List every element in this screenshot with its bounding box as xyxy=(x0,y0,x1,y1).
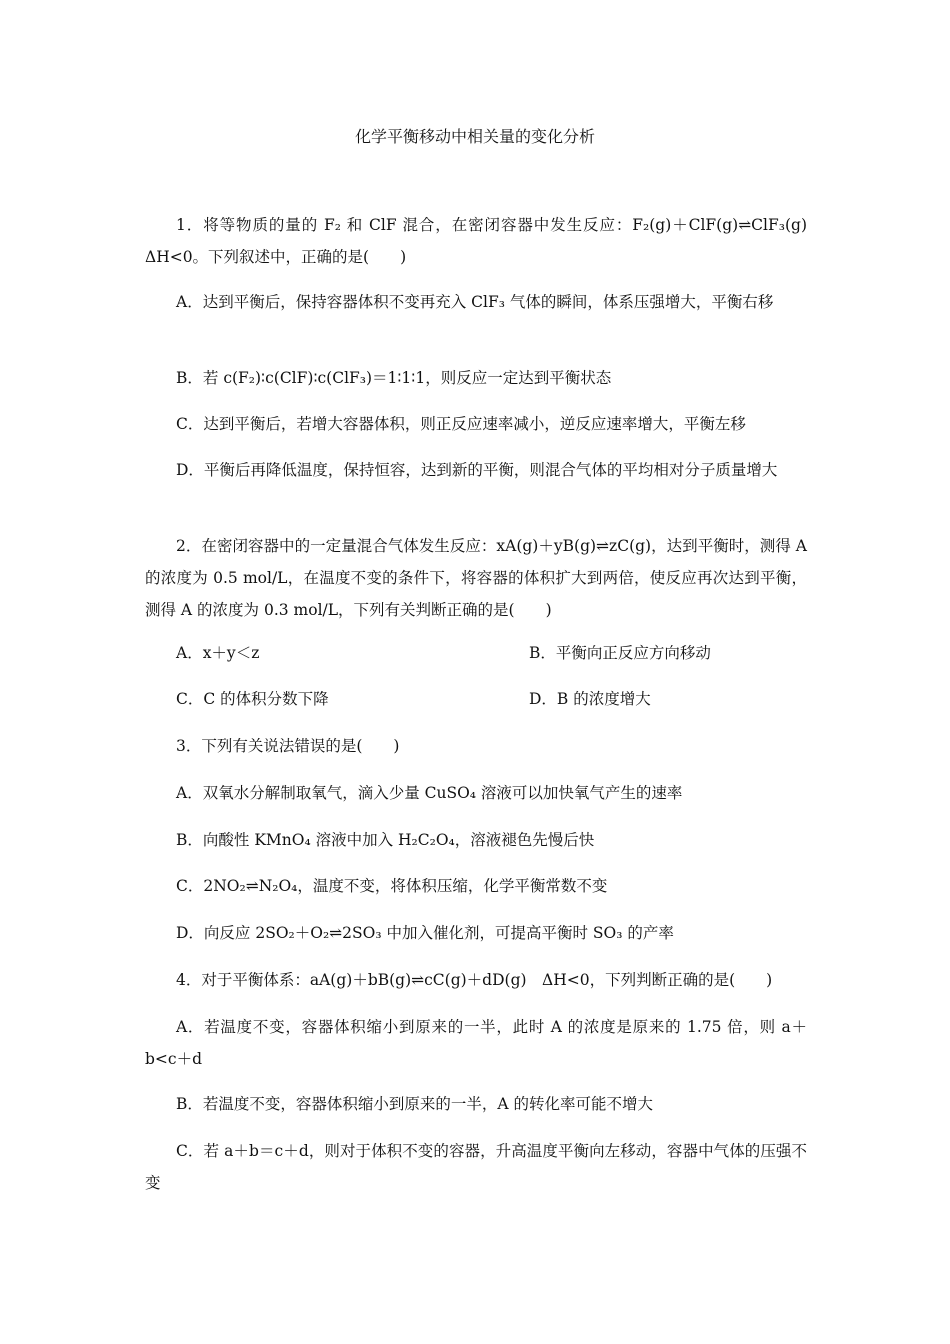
question-3-option-d: D．向反应 2SO₂＋O₂⇌2SO₃ 中加入催化剂，可提高平衡时 SO₃ 的产率 xyxy=(176,924,674,942)
question-3-stem: 3．下列有关说法错误的是( ) xyxy=(176,737,400,755)
question-4-stem: 4．对于平衡体系：aA(g)＋bB(g)⇌cC(g)＋dD(g) ΔH<0，下列判断正确的是( ) xyxy=(176,971,773,989)
question-2-option-b: B．平衡向正反应方向移动 xyxy=(529,644,711,662)
question-3-option-c: C．2NO₂⇌N₂O₄，温度不变，将体积压缩，化学平衡常数不变 xyxy=(176,877,608,895)
question-1-option-d: D．平衡后再降低温度，保持恒容，达到新的平衡，则混合气体的平均相对分子质量增大 xyxy=(176,461,778,479)
question-1-stem: 1．将等物质的量的 F₂ 和 ClF 混合，在密闭容器中发生反应：F₂(g)＋ClF(g)⇌ClF₃(g) ΔH<0。下列叙述中，正确的是( ) xyxy=(145,216,807,266)
question-4-option-a: A．若温度不变，容器体积缩小到原来的一半，此时 A 的浓度是原来的 1.75 倍，则 a＋b<c＋d xyxy=(145,1018,807,1068)
question-3-option-b: B．向酸性 KMnO₄ 溶液中加入 H₂C₂O₄，溶液褪色先慢后快 xyxy=(176,831,595,849)
question-1-option-b: B．若 c(F₂)∶c(ClF)∶c(ClF₃)＝1∶1∶1，则反应一定达到平衡状态 xyxy=(176,369,612,387)
question-4-option-b: B．若温度不变，容器体积缩小到原来的一半，A 的转化率可能不增大 xyxy=(176,1095,654,1113)
question-2-option-a: A．x＋y＜z xyxy=(176,644,260,662)
question-1-option-c: C．达到平衡后，若增大容器体积，则正反应速率减小，逆反应速率增大，平衡左移 xyxy=(176,415,746,433)
page-title: 化学平衡移动中相关量的变化分析 xyxy=(354,127,595,146)
question-4-option-c: C．若 a＋b＝c＋d，则对于体积不变的容器，升高温度平衡向左移动，容器中气体的压强不变 xyxy=(145,1142,807,1192)
question-2-stem: 2．在密闭容器中的一定量混合气体发生反应：xA(g)＋yB(g)⇌zC(g)，达到平衡时，测得 A 的浓度为 0.5 mol/L，在温度不变的条件下，将容器的体积扩大到两倍，使反应再次达到平衡，测得 A 的浓度为 0.3 mol/L，下列有关判断正确的是( ) xyxy=(145,537,807,619)
question-1-option-a: A．达到平衡后，保持容器体积不变再充入 ClF₃ 气体的瞬间，体系压强增大，平衡右移 xyxy=(176,293,774,311)
question-2-option-c: C．C 的体积分数下降 xyxy=(176,690,329,708)
question-2-option-d: D．B 的浓度增大 xyxy=(529,690,651,708)
question-3-option-a: A．双氧水分解制取氧气，滴入少量 CuSO₄ 溶液可以加快氧气产生的速率 xyxy=(176,784,683,802)
